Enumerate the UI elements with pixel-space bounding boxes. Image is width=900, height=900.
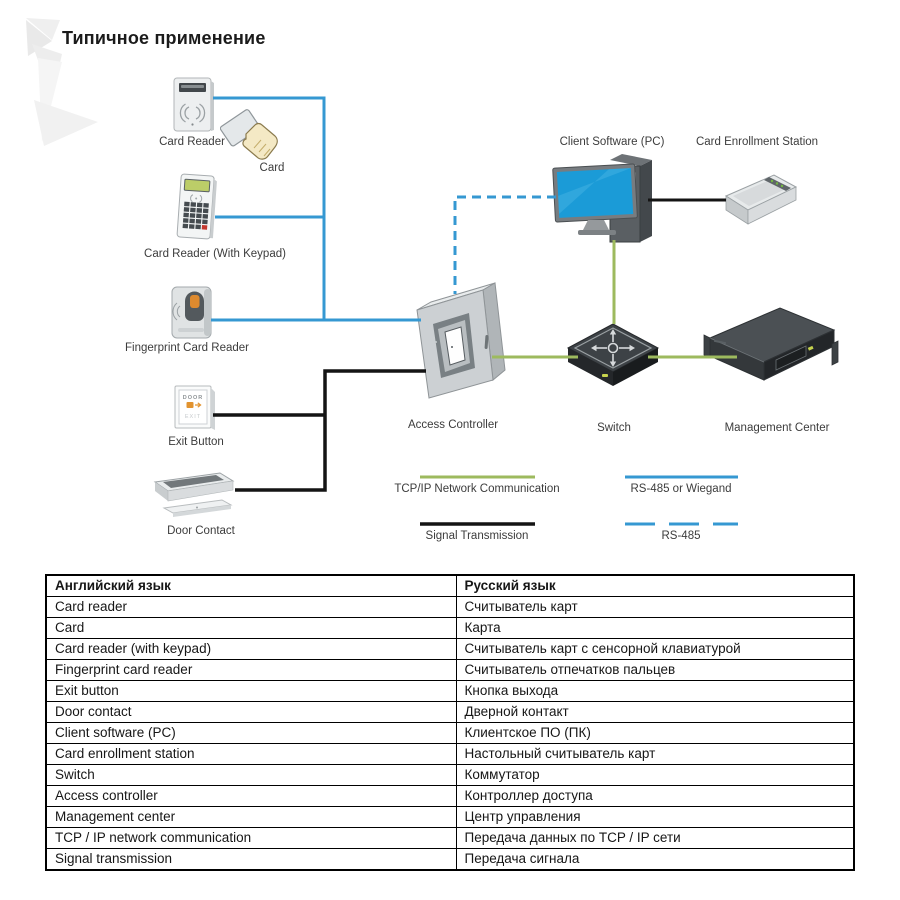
- table-header-ru: Русский язык: [456, 575, 854, 597]
- switch-icon: [563, 316, 663, 392]
- switch-device: [563, 316, 663, 397]
- table-row: [46, 744, 854, 765]
- table-row: [46, 681, 854, 702]
- legend-label-signal: Signal Transmission: [425, 530, 529, 542]
- table-cell-en: Card enrollment station: [46, 744, 456, 765]
- table-row: [46, 849, 854, 871]
- management-center-device: [698, 300, 840, 399]
- table-row: [46, 597, 854, 618]
- label-client-software: Client Software (PC): [559, 136, 665, 148]
- table-cell-ru: Считыватель карт с сенсорной клавиатурой: [456, 639, 854, 660]
- page-title: Типичное применение: [62, 28, 266, 48]
- client-pc-icon: [552, 152, 670, 250]
- legend-label-rs485-wiegand: RS-485 or Wiegand: [630, 483, 732, 495]
- label-access-controller: Access Controller: [407, 419, 499, 431]
- table-cell-en: Access controller: [46, 786, 456, 807]
- table-cell-ru: Контроллер доступа: [456, 786, 854, 807]
- card-reader-device: [171, 76, 217, 141]
- table-row: [46, 639, 854, 660]
- label-management-center: Management Center: [724, 422, 830, 434]
- table-header-row: [46, 575, 854, 597]
- table-cell-en: Client software (PC): [46, 723, 456, 744]
- label-card-reader: Card Reader: [159, 136, 225, 148]
- management-center-icon: [698, 300, 840, 394]
- table-cell-en: Card reader: [46, 597, 456, 618]
- table-cell-ru: Дверной контакт: [456, 702, 854, 723]
- label-card: Card: [259, 162, 285, 174]
- card-in-hand-device: [220, 104, 278, 171]
- table-cell-ru: Передача данных по TCP / IP сети: [456, 828, 854, 849]
- table-cell-ru: Кнопка выхода: [456, 681, 854, 702]
- table-cell-en: Door contact: [46, 702, 456, 723]
- card-reader-keypad-device: [172, 172, 220, 249]
- card-enrollment-device: [720, 168, 802, 237]
- exit-button-icon: [173, 383, 217, 435]
- fingerprint-reader-icon: [168, 284, 218, 342]
- table-cell-en: TCP / IP network communication: [46, 828, 456, 849]
- table-cell-ru: Центр управления: [456, 807, 854, 828]
- table-cell-en: Management center: [46, 807, 456, 828]
- table-cell-ru: Карта: [456, 618, 854, 639]
- legend-label-rs485: RS-485: [661, 530, 701, 542]
- table-cell-en: Switch: [46, 765, 456, 786]
- table-cell-en: Exit button: [46, 681, 456, 702]
- label-fingerprint-reader: Fingerprint Card Reader: [124, 342, 250, 354]
- table-row: [46, 618, 854, 639]
- card-hand-icon: [220, 104, 278, 166]
- table-cell-ru: Передача сигнала: [456, 849, 854, 871]
- table-cell-ru: Настольный считыватель карт: [456, 744, 854, 765]
- label-switch: Switch: [597, 422, 631, 434]
- legend-label-tcpip: TCP/IP Network Communication: [394, 483, 560, 495]
- table-row: [46, 723, 854, 744]
- table-row: [46, 702, 854, 723]
- wire-door-contact-black: [235, 371, 426, 490]
- exit-button-door-text: DOOR: [182, 395, 204, 401]
- access-controller-icon: [405, 280, 507, 400]
- label-card-enrollment: Card Enrollment Station: [695, 136, 819, 148]
- table-row: [46, 660, 854, 681]
- door-contact-device: [152, 466, 240, 529]
- keypad-reader-icon: [172, 172, 220, 244]
- translation-table: [45, 574, 855, 871]
- label-card-reader-keypad: Card Reader (With Keypad): [144, 248, 286, 260]
- table-cell-en: Card: [46, 618, 456, 639]
- table-cell-en: Signal transmission: [46, 849, 456, 871]
- door-contact-icon: [152, 466, 240, 524]
- table-cell-ru: Считыватель отпечатков пальцев: [456, 660, 854, 681]
- table-row: [46, 786, 854, 807]
- card-reader-icon: [171, 76, 217, 136]
- card-enrollment-icon: [720, 168, 802, 232]
- table-cell-en: Fingerprint card reader: [46, 660, 456, 681]
- table-row: [46, 807, 854, 828]
- table-cell-ru: Считыватель карт: [456, 597, 854, 618]
- label-door-contact: Door Contact: [167, 525, 235, 537]
- table-row: [46, 765, 854, 786]
- access-controller-device: [405, 280, 507, 405]
- table-row: [46, 828, 854, 849]
- table-cell-ru: Клиентское ПО (ПК): [456, 723, 854, 744]
- table-cell-ru: Коммутатор: [456, 765, 854, 786]
- fingerprint-reader-device: [168, 284, 218, 347]
- label-exit-button: Exit Button: [168, 436, 224, 448]
- exit-button-device: [173, 383, 217, 440]
- table-cell-en: Card reader (with keypad): [46, 639, 456, 660]
- client-pc-device: [552, 152, 670, 255]
- table-header-en: Английский язык: [46, 575, 456, 597]
- exit-button-exit-text: EXIT: [184, 414, 202, 420]
